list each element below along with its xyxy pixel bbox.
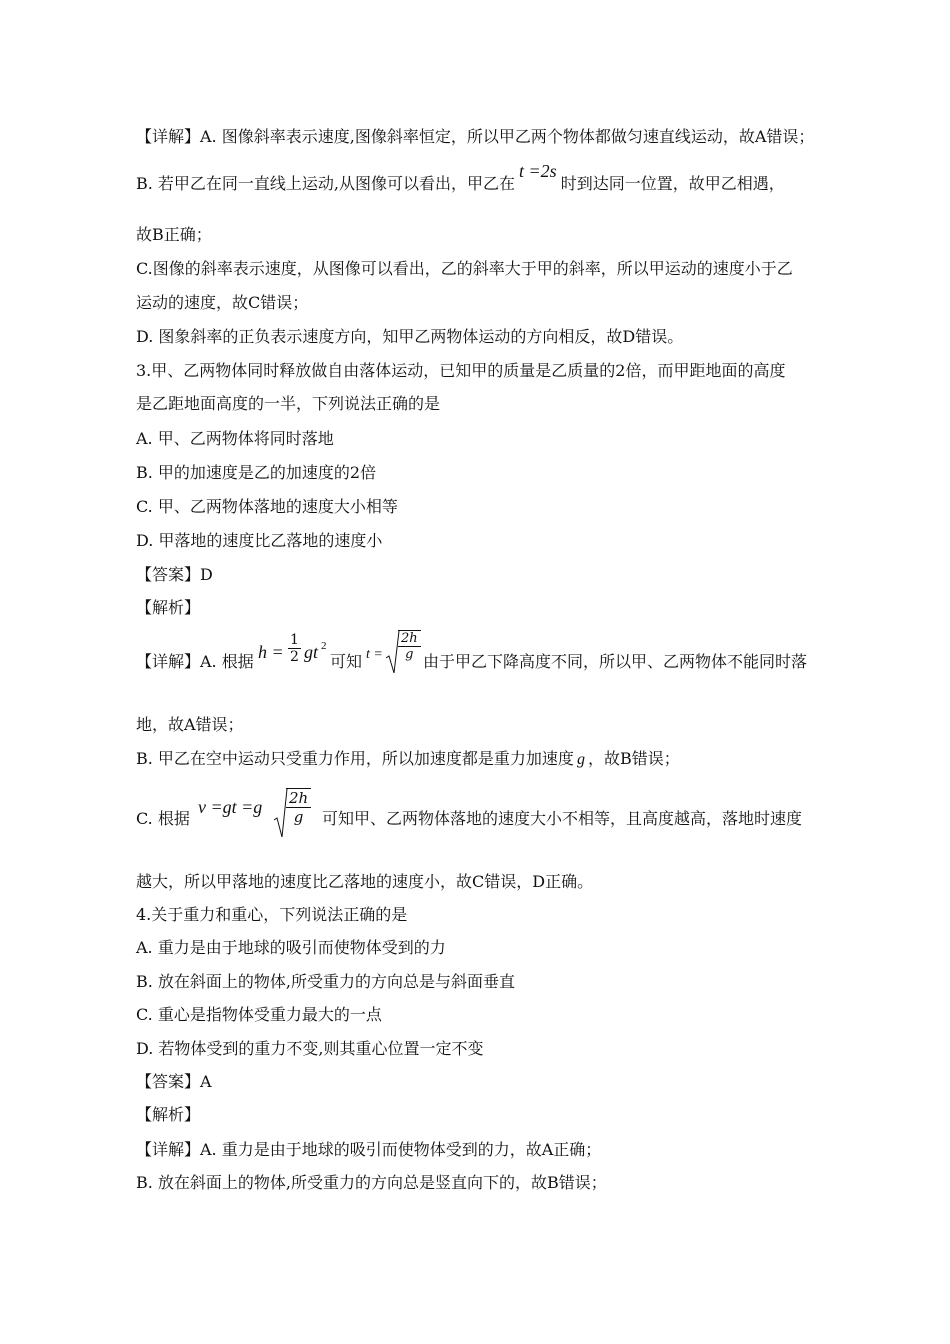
question-3-option-c: C. 甲、乙两物体落地的速度大小相等: [136, 497, 398, 516]
detail-q4-b: B. 放在斜面上的物体,所受重力的方向总是竖直向下的，故B错误；: [136, 1173, 607, 1192]
formula-t-2s: t =2s: [519, 161, 557, 181]
formula-gt: gt: [304, 642, 319, 662]
question-4-option-a: A. 重力是由于地球的吸引而使物体受到的力: [136, 938, 446, 957]
detail-q2-c-cont: 运动的速度，故C错误；: [136, 293, 309, 312]
radicand-numerator-c: 2h: [286, 789, 311, 808]
detail-q3-a-kezhi: 可知: [330, 652, 363, 671]
radicand-denominator-c: g: [293, 808, 304, 826]
formula-h: h =: [258, 642, 284, 662]
analysis-3-heading: 【解析】: [136, 598, 201, 617]
detail-q2-b-cont: 故B正确；: [136, 225, 212, 244]
radicand-numerator: 2h: [398, 631, 421, 647]
formula-v-gt: v =gt =g: [198, 797, 263, 817]
detail-q2-a: 【详解】A. 图像斜率表示速度,图像斜率恒定，所以甲乙两个物体都做匀速直线运动，故A错误；: [136, 127, 815, 146]
question-3-option-b: B. 甲的加速度是乙的加速度的2倍: [136, 463, 377, 482]
question-4-option-b: B. 放在斜面上的物体,所受重力的方向总是与斜面垂直: [136, 972, 516, 991]
formula-superscript: 2: [321, 640, 327, 652]
detail-q2-b-text: B. 若甲乙在同一直线上运动,从图像可以看出，甲乙在: [136, 174, 516, 193]
detail-q3-a-prefix: 【详解】A. 根据: [136, 652, 254, 671]
formula-half-fraction: [288, 632, 301, 665]
detail-q3-b-text: B. 甲乙在空中运动只受重力作用，所以加速度都是重力加速度: [136, 749, 574, 768]
detail-q2-c: C.图像的斜率表示速度，从图像可以看出，乙的斜率大于甲的斜率，所以甲运动的速度小于乙: [136, 259, 793, 278]
formula-sqrt-2h-over-g: [386, 630, 421, 663]
formula-sqrt-2h-over-g-c: [274, 788, 311, 827]
question-4-option-c: C. 重心是指物体受重力最大的一点: [136, 1005, 382, 1024]
fraction-denominator: 2: [290, 649, 299, 665]
detail-q3-c-text: 可知甲、乙两物体落地的速度大小不相等，且高度越高，落地时速度: [322, 809, 803, 828]
detail-q3-b: [136, 749, 680, 770]
question-3-stem: 3.甲、乙两物体同时释放做自由落体运动，已知甲的质量是乙质量的2倍，而甲距地面的高度: [136, 361, 786, 380]
formula-t: t =: [366, 647, 383, 662]
question-4-stem: 4.关于重力和重心，下列说法正确的是: [136, 905, 408, 924]
detail-q3-c-cont: 越大，所以甲落地的速度比乙落地的速度小，故C错误，D正确。: [136, 872, 594, 891]
detail-q3-c-prefix: C. 根据: [136, 809, 190, 828]
detail-q3-b-text-end: ，故B错误；: [587, 749, 680, 768]
detail-q3-a-cont: 地，故A错误；: [136, 715, 244, 734]
detail-q3-a-text: 由于甲乙下降高度不同，所以甲、乙两物体不能同时落: [423, 652, 808, 671]
detail-q2-d: D. 图象斜率的正负表示速度方向，知甲乙两物体运动的方向相反，故D错误。: [136, 327, 684, 346]
answer-3: 【答案】D: [136, 565, 213, 584]
question-3-option-a: A. 甲、乙两物体将同时落地: [136, 429, 334, 448]
detail-q4-a: 【详解】A. 重力是由于地球的吸引而使物体受到的力，故A正确；: [136, 1140, 602, 1159]
answer-4: 【答案】A: [136, 1072, 212, 1091]
radicand-denominator: g: [405, 647, 414, 662]
analysis-4-heading: 【解析】: [136, 1105, 201, 1124]
question-4-option-d: D. 若物体受到的重力不变,则其重心位置一定不变: [136, 1039, 484, 1058]
question-3-stem-cont: 是乙距地面高度的一半，下列说法正确的是: [136, 394, 441, 413]
detail-q2-b: [136, 161, 785, 194]
detail-q2-b-text-end: 时到达同一位置，故甲乙相遇，: [560, 174, 785, 193]
formula-g: g: [576, 751, 585, 768]
question-3-option-d: D. 甲落地的速度比乙落地的速度小: [136, 531, 383, 550]
fraction-numerator: 1: [290, 632, 299, 648]
